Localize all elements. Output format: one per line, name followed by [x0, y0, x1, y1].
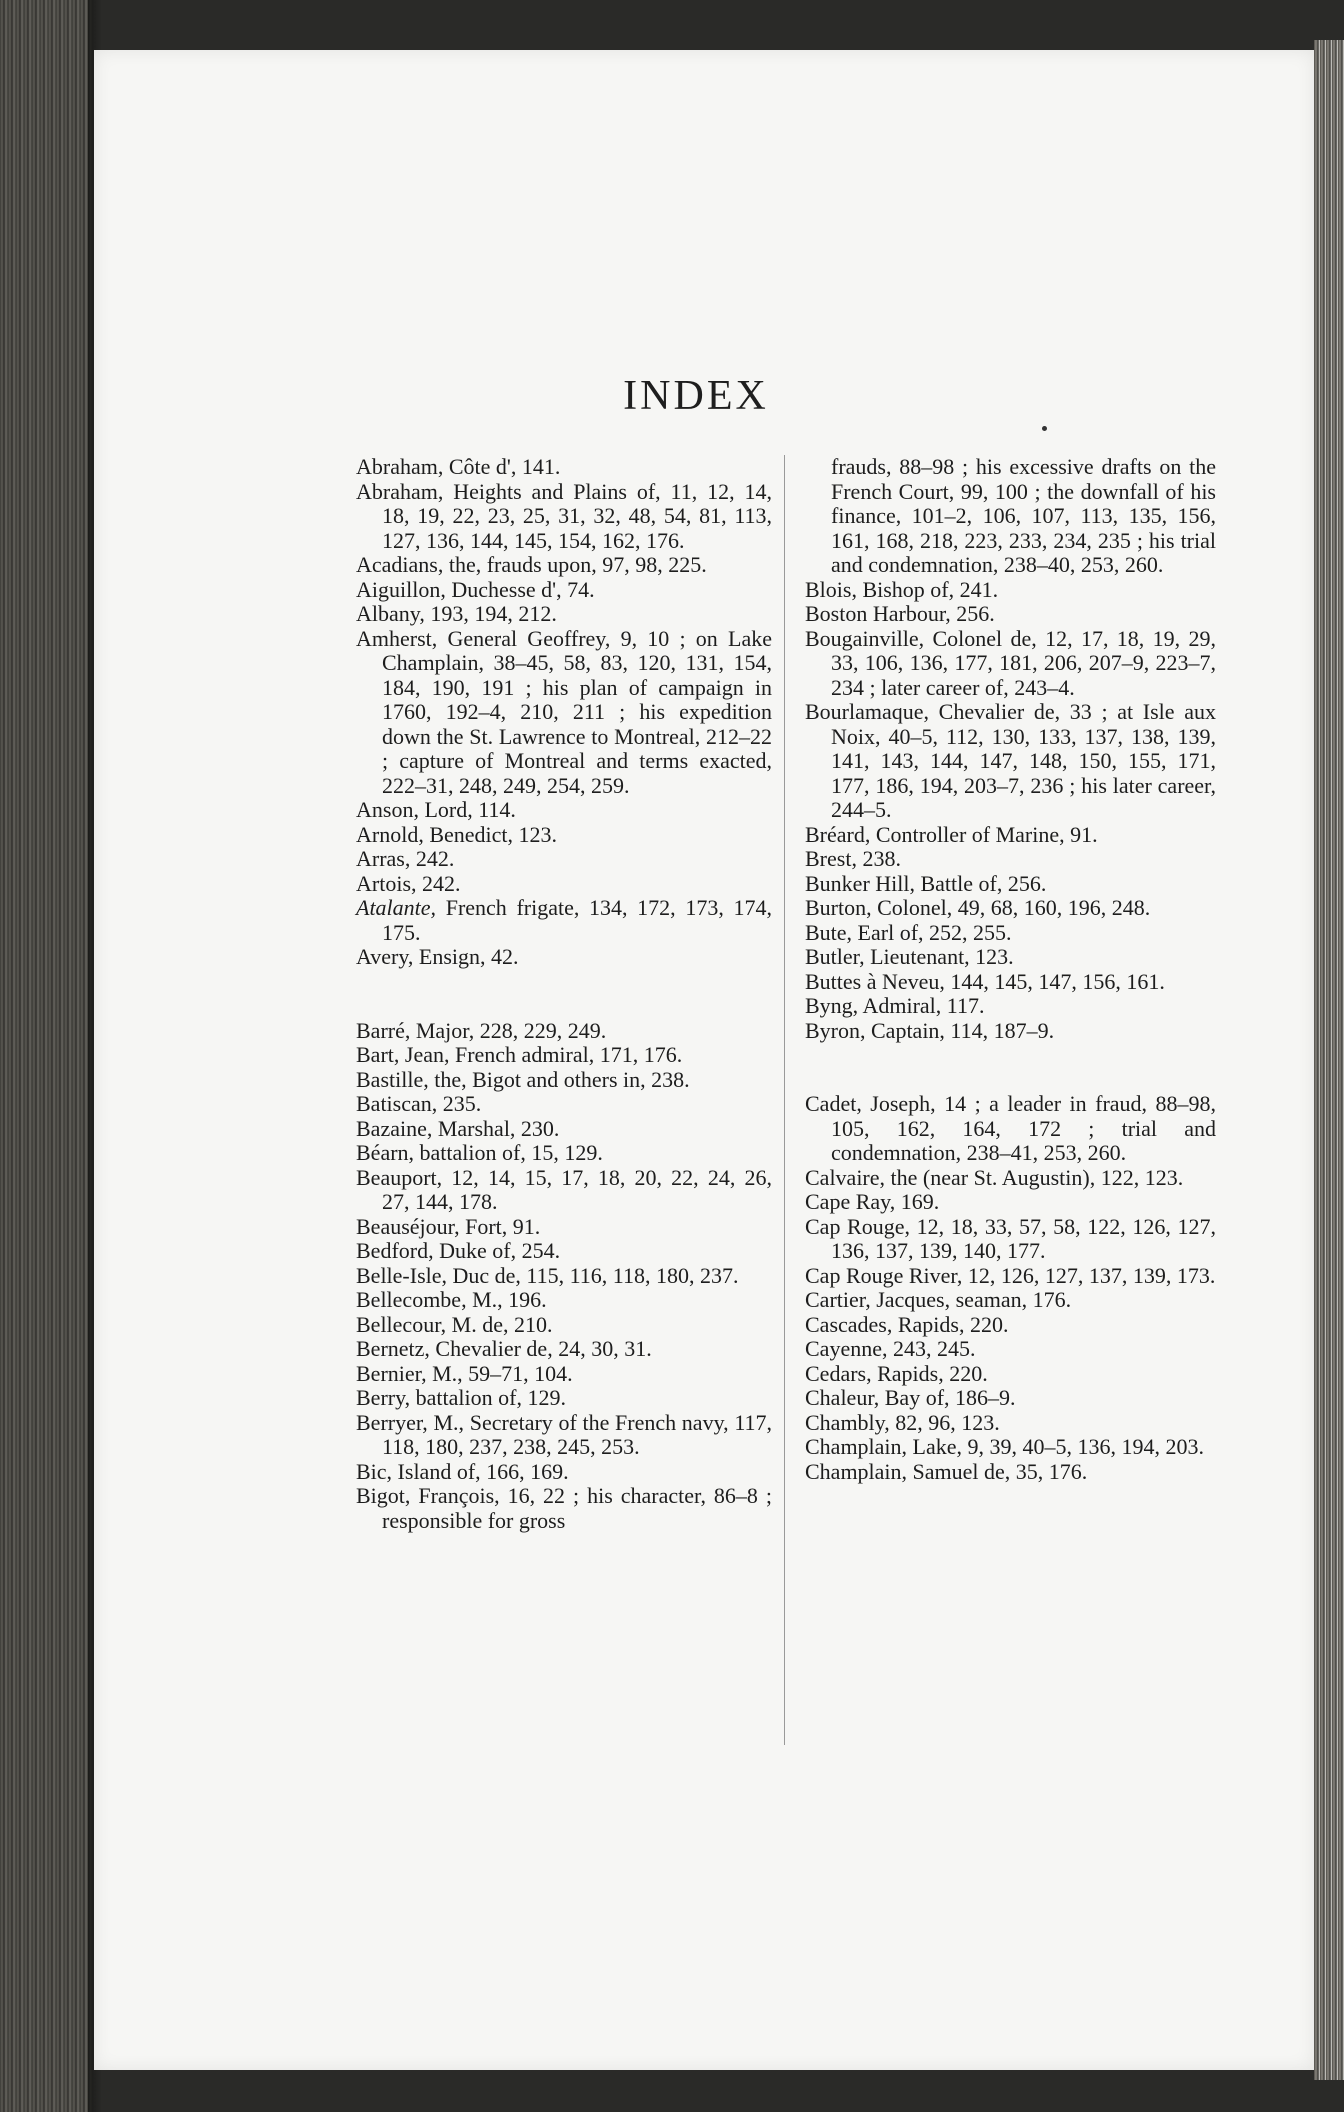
letter-gap [805, 1043, 1216, 1092]
index-entry: Bedford, Duke of, 254. [356, 1238, 561, 1263]
index-entry: Cayenne, 243, 245. [805, 1336, 976, 1361]
index-entry: Byng, Admiral, 117. [805, 993, 985, 1018]
index-entry: Barré, Major, 228, 229, 249. [356, 1017, 607, 1043]
index-entry: Bigot, François, 16, 22 ; his character, 86–8 ; responsible for gross [356, 1483, 772, 1533]
entry-text: French frigate, 134, 172, 173, 174, 175. [382, 895, 772, 945]
index-entry: Amherst, General Geoffrey, 9, 10 ; on Lake Champlain, 38–45, 58, 83, 120, 131, 154, 184, 190, 191 ; his plan of campaign in 1760, 192–4, 210, 211 ; his expedition down the St. Lawrence to Montreal, 212–22 ; capture of Montreal and terms exacted, 222–31, 248, 249, 254, 259. [356, 625, 772, 798]
index-entry: Cedars, Rapids, 220. [805, 1360, 988, 1386]
index-entry: Bellecour, M. de, 210. [356, 1311, 553, 1337]
index-entry: Acadians, the, frauds upon, 97, 98, 225. [356, 552, 707, 577]
book-right-edge [1314, 40, 1344, 2080]
index-entry: Bunker Hill, Battle of, 256. [805, 870, 1047, 896]
index-entry: Bazaine, Marshal, 230. [356, 1115, 560, 1141]
index-entry: Avery, Ensign, 42. [356, 944, 519, 969]
index-entry: Boston Harbour, 256. [805, 601, 995, 626]
index-entry: Bellecombe, M., 196. [356, 1287, 547, 1312]
index-entry: Champlain, Lake, 9, 39, 40–5, 136, 194, 203. [805, 1434, 1205, 1459]
index-entry: Bernier, M., 59–71, 104. [356, 1360, 573, 1386]
index-entry: Cape Ray, 169. [805, 1189, 940, 1214]
index-entry: Cap Rouge River, 12, 126, 127, 137, 139, 173. [805, 1262, 1216, 1288]
index-entry: Cartier, Jacques, seaman, 176. [805, 1287, 1072, 1312]
index-column-right [805, 455, 1216, 1484]
ship-name: Atalante, [356, 895, 437, 920]
index-entry: Beauséjour, Fort, 91. [356, 1213, 541, 1239]
index-entry: Calvaire, the (near St. Augustin), 122, 123. [805, 1164, 1184, 1190]
index-entry: Champlain, Samuel de, 35, 176. [805, 1458, 1088, 1484]
column-rule [784, 455, 785, 1745]
index-entry: Bic, Island of, 166, 169. [356, 1458, 569, 1484]
index-entry: Bastille, the, Bigot and others in, 238. [356, 1066, 690, 1092]
index-entry: Beauport, 12, 14, 15, 17, 18, 20, 22, 24, 26, 27, 144, 178. [356, 1164, 772, 1214]
index-entry: Abraham, Heights and Plains of, 11, 12, 14, 18, 19, 22, 23, 25, 31, 32, 48, 54, 81, 113, 127, 136, 144, 145, 154, 162, 176. [356, 478, 772, 553]
index-entry-atalante [356, 896, 772, 945]
index-entry: Cap Rouge, 12, 18, 33, 57, 58, 122, 126, 127, 136, 137, 139, 140, 177. [805, 1213, 1216, 1263]
index-entry: Buttes à Neveu, 144, 145, 147, 156, 161. [805, 968, 1165, 994]
index-entry: Byron, Captain, 114, 187–9. [805, 1017, 1055, 1043]
index-entry: Arras, 242. [356, 846, 455, 871]
index-entry: Aiguillon, Duchesse d', 74. [356, 576, 595, 602]
index-entry: Bourlamaque, Chevalier de, 33 ; at Isle aux Noix, 40–5, 112, 130, 133, 137, 138, 139, 141, 143, 144, 147, 148, 150, 155, 171, 177, 186, 194, 203–7, 236 ; his later career, 244–5. [805, 699, 1216, 822]
index-entry: Blois, Bishop of, 241. [805, 576, 999, 602]
index-entry: Béarn, battalion of, 15, 129. [356, 1140, 603, 1165]
index-entry: Anson, Lord, 114. [356, 797, 516, 822]
index-entry: Artois, 242. [356, 870, 461, 896]
page-title: INDEX [623, 373, 769, 419]
index-entry: Burton, Colonel, 49, 68, 160, 196, 248. [805, 895, 1151, 920]
book-page-stack [0, 0, 92, 2112]
index-entry: Arnold, Benedict, 123. [356, 821, 558, 847]
index-entry-continuation: frauds, 88–98 ; his excessive drafts on the French Court, 99, 100 ; the downfall of his finance, 101–2, 106, 107, 113, 135, 156, 161, 168, 218, 223, 233, 234, 235 ; his trial and condemnation, 238–40, 253, 260. [831, 454, 1216, 577]
letter-gap [356, 970, 772, 1019]
index-entry: Abraham, Côte d', 141. [356, 454, 561, 479]
print-dot [1042, 426, 1047, 431]
index-entry: Chambly, 82, 96, 123. [805, 1409, 1000, 1435]
index-entry: Batiscan, 235. [356, 1091, 482, 1116]
index-entry: Bougainville, Colonel de, 12, 17, 18, 19, 29, 33, 106, 136, 177, 181, 206, 207–9, 223–7, 234 ; later career of, 243–4. [805, 625, 1216, 700]
index-entry: Bart, Jean, French admiral, 171, 176. [356, 1042, 683, 1067]
index-entry: Bréard, Controller of Marine, 91. [805, 821, 1098, 847]
index-entry: Chaleur, Bay of, 186–9. [805, 1385, 1016, 1410]
index-entry: Berryer, M., Secretary of the French navy, 117, 118, 180, 237, 238, 245, 253. [356, 1409, 772, 1459]
index-entry: Cadet, Joseph, 14 ; a leader in fraud, 88–98, 105, 162, 164, 172 ; trial and condemnation, 238–41, 253, 260. [805, 1091, 1216, 1165]
index-entry: Butler, Lieutenant, 123. [805, 944, 1014, 969]
index-entry: Belle-Isle, Duc de, 115, 116, 118, 180, 237. [356, 1262, 739, 1288]
index-entry: Albany, 193, 194, 212. [356, 601, 557, 626]
index-entry: Bernetz, Chevalier de, 24, 30, 31. [356, 1336, 652, 1361]
index-entry: Berry, battalion of, 129. [356, 1385, 566, 1410]
index-entry: Brest, 238. [805, 846, 901, 871]
index-entry: Cascades, Rapids, 220. [805, 1311, 1009, 1337]
index-entry: Bute, Earl of, 252, 255. [805, 919, 1012, 945]
index-column-left [356, 455, 772, 1533]
